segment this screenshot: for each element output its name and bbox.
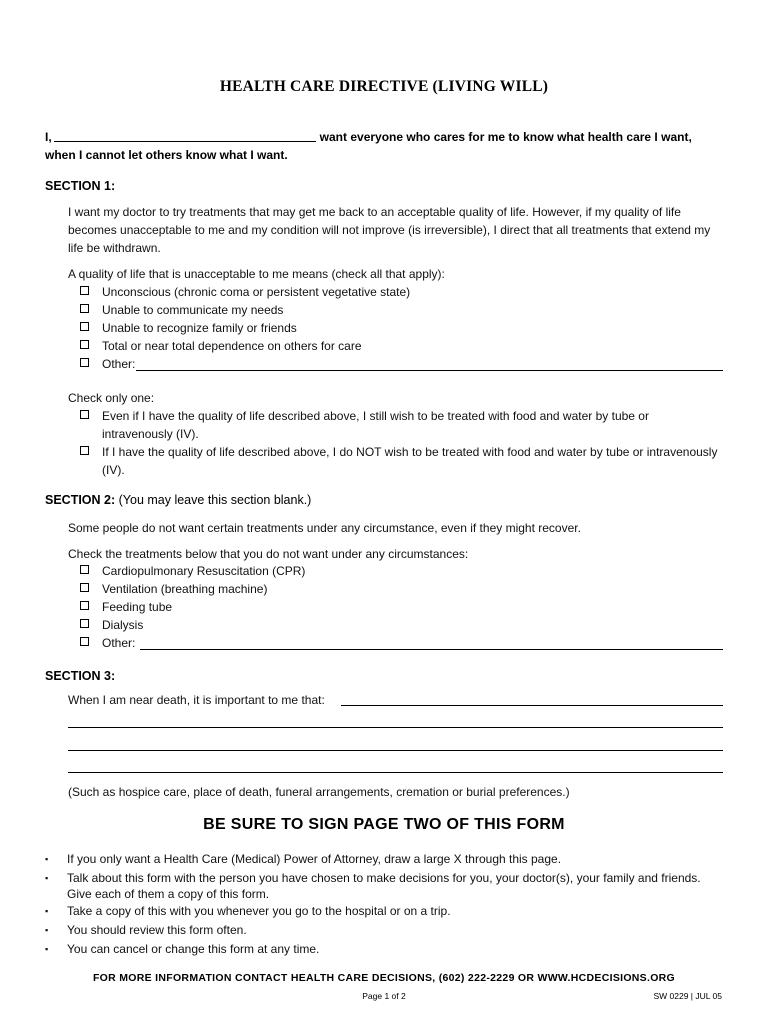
checkbox[interactable]	[80, 637, 89, 646]
checkbox-label: If I have the quality of life described above, I do NOT wish to be treated with food and water by tube or intravenously (IV).	[102, 445, 718, 477]
instruction-text: Take a copy of this with you whenever you go to the hospital or on a trip.	[67, 904, 451, 918]
quality-option[interactable]	[80, 337, 725, 355]
bullet-marker: ▪	[45, 944, 49, 954]
instruction-text: You should review this form often.	[67, 923, 247, 937]
section2-heading-label: SECTION 2:	[45, 493, 116, 507]
checkbox[interactable]	[80, 304, 89, 313]
intro-line1-rest: want everyone who cares for me to know what health care I want,	[319, 130, 692, 144]
checkbox[interactable]	[80, 601, 89, 610]
page-number: Page 1 of 2	[362, 991, 406, 1001]
bullet-marker: ▪	[45, 873, 49, 883]
checkbox-label: Other:	[102, 357, 136, 371]
document-title: HEALTH CARE DIRECTIVE (LIVING WILL)	[219, 78, 549, 95]
section1-heading	[45, 179, 115, 193]
bullet-marker: ▪	[45, 925, 49, 935]
checkbox[interactable]	[80, 446, 89, 455]
bullet-marker: ▪	[45, 854, 49, 864]
intro-statement	[45, 128, 735, 164]
checkbox[interactable]	[80, 410, 89, 419]
section3-prompt: When I am near death, it is important to me that:	[68, 693, 325, 707]
intro-prefix: I,	[45, 130, 52, 144]
checkbox-label: Feeding tube	[102, 600, 173, 614]
checkbox-label: Ventilation (breathing machine)	[102, 582, 268, 596]
section2-paragraph: Some people do not want certain treatments under any circumstance, even if they might recover.	[68, 521, 581, 535]
treatment-option[interactable]	[80, 562, 725, 580]
checkbox-label: Cardiopulmonary Resuscitation (CPR)	[102, 564, 306, 578]
section2-note: (You may leave this section blank.)	[118, 493, 312, 507]
section2-heading	[45, 493, 311, 507]
checkbox-label: Dialysis	[102, 618, 144, 632]
treatment-option[interactable]	[80, 598, 725, 616]
treatments-prompt: Check the treatments below that you do not want under any circumstances:	[68, 547, 469, 561]
quality-option[interactable]	[80, 283, 725, 301]
near-death-line[interactable]	[68, 727, 723, 728]
checkbox-label: Unconscious (chronic coma or persistent vegetative state)	[102, 285, 411, 299]
section3-heading	[45, 669, 115, 683]
quality-option[interactable]	[80, 319, 725, 337]
checkbox-label: Unable to recognize family or friends	[102, 321, 297, 335]
treatment-other-field[interactable]	[140, 649, 723, 650]
treatment-option[interactable]	[80, 616, 725, 634]
name-field[interactable]	[54, 129, 316, 142]
checkbox[interactable]	[80, 583, 89, 592]
instruction-text: If you only want a Health Care (Medical) Power of Attorney, draw a large X through this page.	[67, 852, 562, 866]
near-death-field[interactable]	[341, 705, 723, 706]
checkbox-label: Even if I have the quality of life described above, I still wish to be treated with food and water by tube or intravenously (IV).	[102, 409, 649, 441]
section1-paragraph: I want my doctor to try treatments that may get me back to an acceptable quality of life. However, if my quality of life becomes unacceptable to me and my condition will not improve (is irreversible), I direct that all treatments that extend my life be withdrawn.	[68, 205, 711, 255]
contact-footer: FOR MORE INFORMATION CONTACT HEALTH CARE DECISIONS, (602) 222-2229 OR WWW.HCDECISIONS.ORG	[92, 972, 676, 984]
quality-option[interactable]	[80, 301, 725, 319]
checkbox-label: Unable to communicate my needs	[102, 303, 284, 317]
quality-other-field[interactable]	[136, 370, 723, 371]
section1-heading-label: SECTION 1:	[45, 179, 116, 193]
instruction-text: You can cancel or change this form at any time.	[67, 942, 320, 956]
section3-examples: (Such as hospice care, place of death, funeral arrangements, cremation or burial preferences.)	[68, 785, 570, 799]
instruction-text: Talk about this form with the person you have chosen to make decisions for you, your doctor(s), your family and friends. Give each of them a copy of this form.	[67, 871, 701, 901]
near-death-line[interactable]	[68, 750, 723, 751]
checkbox-label: Other:	[102, 636, 136, 650]
form-code: SW 0229 | JUL 05	[653, 991, 722, 1001]
section3-heading-label: SECTION 3:	[45, 669, 116, 683]
checkbox[interactable]	[80, 565, 89, 574]
intro-line2: when I cannot let others know what I want.	[45, 148, 288, 162]
check-one-prompt: Check only one:	[68, 391, 155, 405]
checkbox[interactable]	[80, 340, 89, 349]
checkbox[interactable]	[80, 322, 89, 331]
checkbox[interactable]	[80, 619, 89, 628]
checkbox[interactable]	[80, 358, 89, 367]
treatment-option[interactable]	[80, 580, 725, 598]
checkbox[interactable]	[80, 286, 89, 295]
food-water-option[interactable]	[80, 443, 725, 479]
near-death-line[interactable]	[68, 772, 723, 773]
bullet-marker: ▪	[45, 906, 49, 916]
checkbox-label: Total or near total dependence on others for care	[102, 339, 362, 353]
food-water-option[interactable]	[80, 407, 725, 443]
sign-reminder: BE SURE TO SIGN PAGE TWO OF THIS FORM	[203, 816, 565, 833]
quality-prompt: A quality of life that is unacceptable to me means (check all that apply):	[68, 267, 445, 281]
